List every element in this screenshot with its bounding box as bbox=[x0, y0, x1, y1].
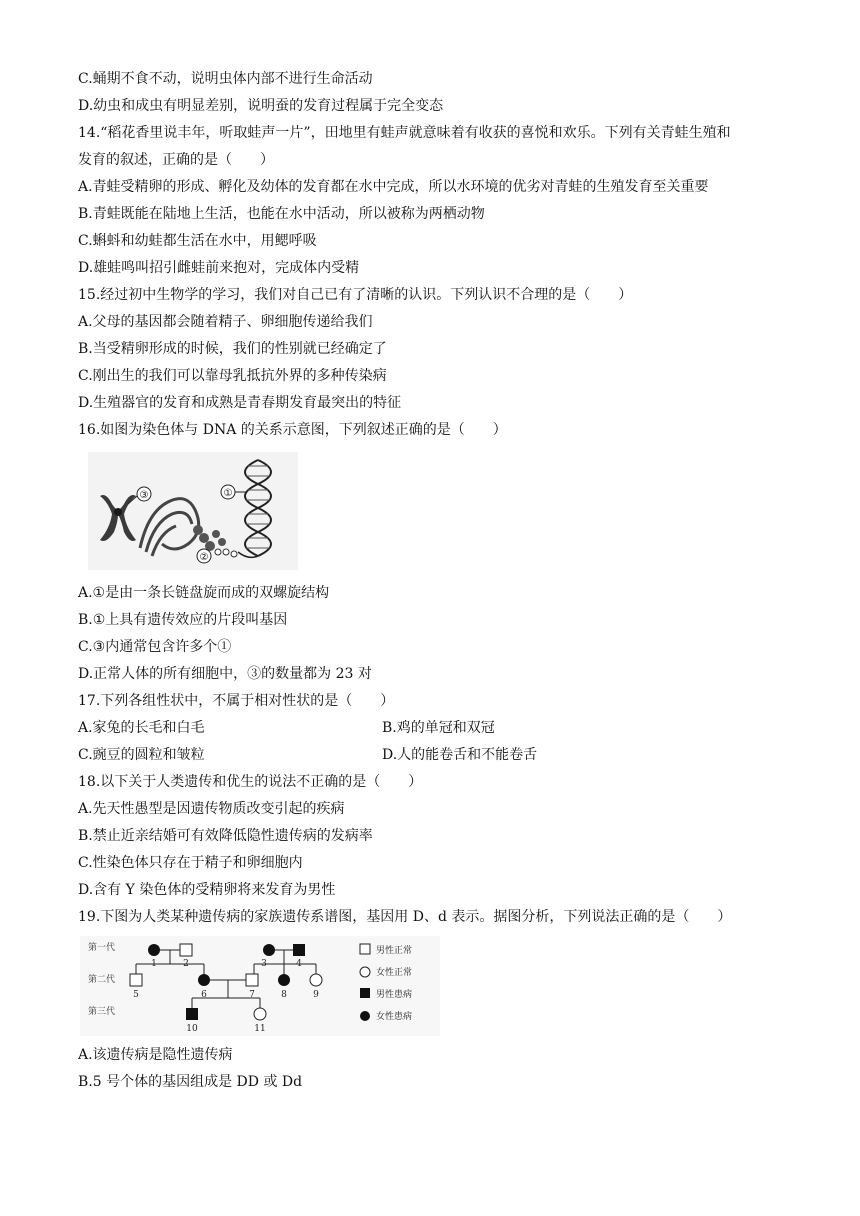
option-16b: B.①上具有遗传效应的片段叫基因 bbox=[78, 612, 288, 628]
number-11: 11 bbox=[254, 1024, 266, 1034]
number-8: 8 bbox=[281, 990, 287, 1000]
individual-7-male-normal bbox=[246, 974, 258, 986]
question-18-stem: 18.以下关于人类遗传和优生的说法不正确的是（ ） bbox=[78, 774, 423, 790]
option-18b: B.禁止近亲结婚可有效降低隐性遗传病的发病率 bbox=[78, 828, 373, 844]
option-17a: A.家兔的长毛和白毛 bbox=[78, 720, 205, 736]
individual-8-female-affected bbox=[278, 974, 290, 986]
number-7: 7 bbox=[249, 990, 255, 1000]
generation-3-label: 第三代 bbox=[88, 1007, 116, 1017]
legend-female-affected: 女性患病 bbox=[376, 1012, 413, 1022]
option-18c: C.性染色体只存在于精子和卵细胞内 bbox=[78, 855, 303, 871]
question-14-stem: 14.“稻花香里说丰年，听取蛙声一片”，田地里有蛙声就意味着有收获的喜悦和欢乐。下列有关青蛙生殖和 bbox=[78, 125, 731, 141]
label-3: ③ bbox=[139, 490, 149, 501]
option-15d: D.生殖器官的发育和成熟是青春期发育最突出的特征 bbox=[78, 395, 402, 411]
individual-10-male-affected bbox=[186, 1008, 198, 1020]
question-19-stem: 19.下图为人类某种遗传病的家族遗传系谱图，基因用 D、d 表示。据图分析，下列说法正确的是（ ） bbox=[78, 909, 732, 925]
option-17d: D.人的能卷舌和不能卷舌 bbox=[382, 747, 538, 763]
number-3: 3 bbox=[261, 959, 267, 969]
option-16d: D.正常人体的所有细胞中，③的数量都为 23 对 bbox=[78, 666, 372, 682]
option-14b: B.青蛙既能在陆地上生活，也能在水中活动，所以被称为两栖动物 bbox=[78, 206, 485, 222]
number-5: 5 bbox=[133, 990, 139, 1000]
question-15-stem: 15.经过初中生物学的学习，我们对自己已有了清晰的认识。下列认识不合理的是（ ） bbox=[78, 287, 633, 303]
number-6: 6 bbox=[201, 990, 207, 1000]
individual-3-female-affected bbox=[263, 944, 275, 956]
pedigree-figure bbox=[80, 936, 440, 1036]
chromosome-dna-figure bbox=[88, 452, 298, 570]
question-17-stem: 17.下列各组性状中，不属于相对性状的是（ ） bbox=[78, 693, 395, 709]
label-1: ① bbox=[223, 488, 233, 499]
legend-female-normal: 女性正常 bbox=[376, 968, 413, 978]
option-18a: A.先天性愚型是因遗传物质改变引起的疾病 bbox=[78, 801, 345, 817]
question-16-stem: 16.如图为染色体与 DNA 的关系示意图，下列叙述正确的是（ ） bbox=[78, 422, 507, 438]
number-9: 9 bbox=[313, 990, 319, 1000]
generation-1-label: 第一代 bbox=[88, 943, 116, 953]
option-19b: B.5 号个体的基因组成是 DD 或 Dd bbox=[78, 1074, 303, 1090]
option-15a: A.父母的基因都会随着精子、卵细胞传递给我们 bbox=[78, 314, 373, 330]
option-14a: A.青蛙受精卵的形成、孵化及幼体的发育都在水中完成，所以水环境的优劣对青蛙的生殖发育至关重要 bbox=[78, 179, 709, 195]
option-19a: A.该遗传病是隐性遗传病 bbox=[78, 1047, 233, 1063]
option-15c: C.刚出生的我们可以靠母乳抵抗外界的多种传染病 bbox=[78, 368, 387, 384]
individual-9-female-normal bbox=[310, 974, 322, 986]
number-4: 4 bbox=[296, 959, 302, 969]
individual-5-male-normal bbox=[130, 974, 142, 986]
number-2: 2 bbox=[183, 959, 189, 969]
legend-male-affected: 男性患病 bbox=[376, 990, 413, 1000]
option-17c: C.豌豆的圆粒和皱粒 bbox=[78, 747, 205, 763]
option-14c: C.蝌蚪和幼蛙都生活在水中，用鳃呼吸 bbox=[78, 233, 317, 249]
option-16c: C.③内通常包含许多个① bbox=[78, 639, 232, 655]
option-18d: D.含有 Y 染色体的受精卵将来发育为男性 bbox=[78, 882, 336, 898]
generation-2-label: 第二代 bbox=[88, 975, 116, 985]
option-17b: B.鸡的单冠和双冠 bbox=[382, 720, 495, 736]
legend-male-normal: 男性正常 bbox=[376, 946, 413, 956]
number-1: 1 bbox=[151, 959, 157, 969]
individual-4-male-affected bbox=[293, 944, 305, 956]
individual-11-female-normal bbox=[254, 1008, 266, 1020]
individual-1-female-affected bbox=[148, 944, 160, 956]
label-2: ② bbox=[199, 552, 209, 563]
option-16a: A.①是由一条长链盘旋而成的双螺旋结构 bbox=[78, 585, 330, 601]
option-15b: B.当受精卵形成的时候，我们的性别就已经确定了 bbox=[78, 341, 387, 357]
number-10: 10 bbox=[186, 1024, 198, 1034]
option-13d: D.幼虫和成虫有明显差别，说明蚕的发育过程属于完全变态 bbox=[78, 98, 444, 114]
option-14d: D.雄蛙鸣叫招引雌蛙前来抱对，完成体内受精 bbox=[78, 260, 360, 276]
individual-6-female-affected bbox=[198, 974, 210, 986]
option-13c: C.蛹期不食不动，说明虫体内部不进行生命活动 bbox=[78, 71, 373, 87]
individual-2-male-normal bbox=[180, 944, 192, 956]
question-14-stem-cont: 发育的叙述，正确的是（ ） bbox=[78, 152, 274, 168]
